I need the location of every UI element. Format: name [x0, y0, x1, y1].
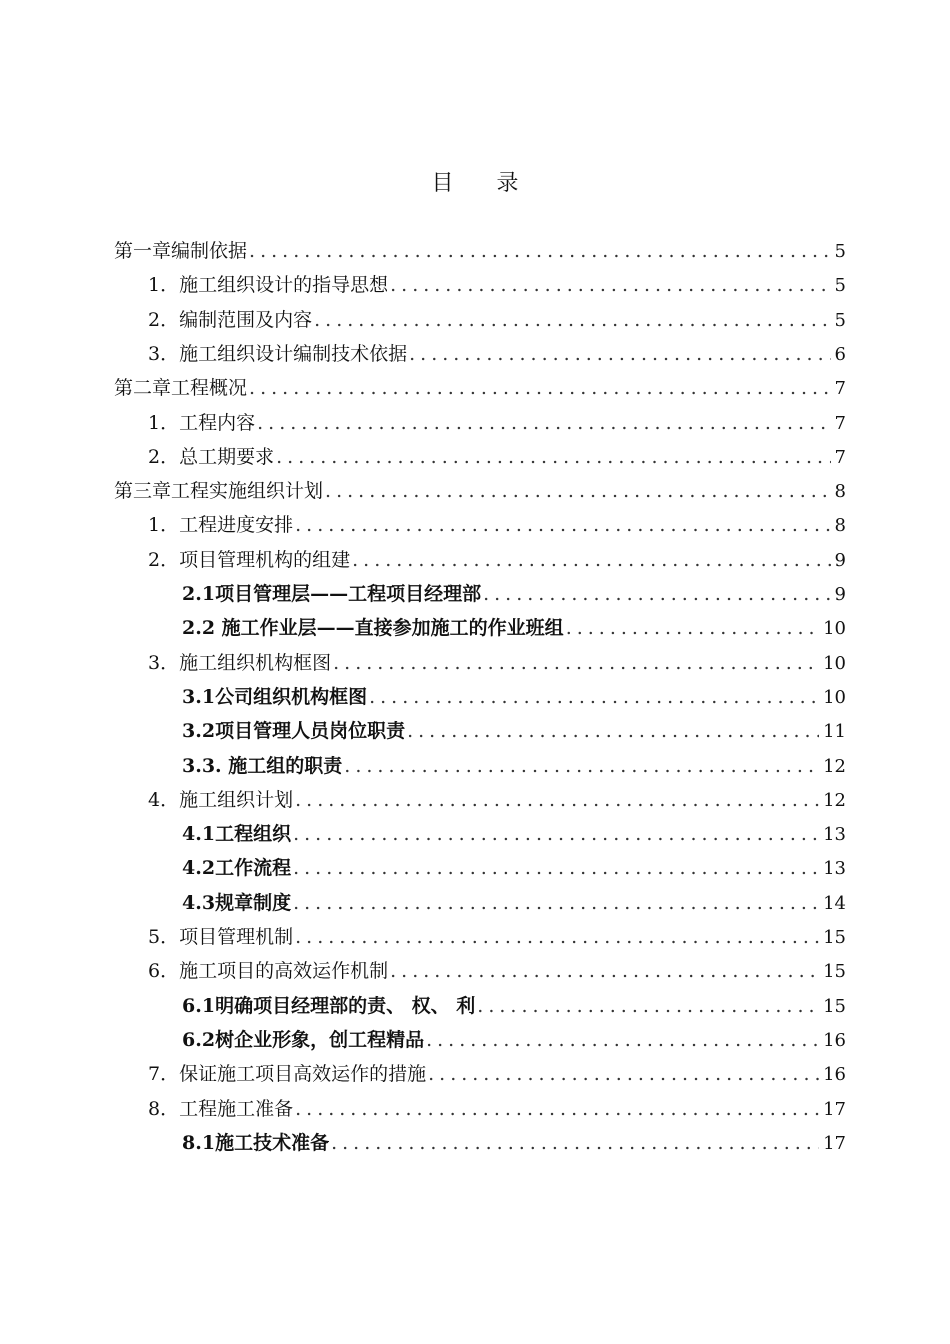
toc-entry[interactable] — [148, 920, 846, 954]
dot-leader — [295, 920, 819, 954]
toc-entry[interactable] — [182, 817, 846, 851]
toc-entry-title: 工程组织 — [215, 823, 292, 846]
toc-entry-title: 工程进度安排 — [179, 514, 294, 537]
toc-entry-page: 10 — [823, 686, 846, 708]
dot-leader — [407, 714, 819, 748]
toc-entry-number: 1． — [148, 411, 180, 434]
toc-entry-number: 3． — [148, 651, 180, 674]
dot-leader — [428, 1057, 819, 1091]
dot-leader — [352, 543, 830, 577]
dot-leader — [293, 851, 819, 885]
toc-entry-title: 编制范围及内容 — [179, 308, 313, 331]
toc-entry[interactable] — [148, 440, 846, 474]
toc-entry[interactable] — [182, 749, 846, 783]
toc-entry-title: 工程概况 — [171, 377, 248, 400]
toc-entry[interactable] — [182, 1126, 846, 1160]
toc-entry[interactable] — [182, 611, 846, 645]
dot-leader — [566, 611, 819, 645]
toc-entry[interactable] — [182, 851, 846, 885]
toc-entry[interactable] — [182, 680, 846, 714]
dot-leader — [249, 371, 831, 405]
toc-entry-title: 项目管理机构的组建 — [179, 548, 351, 571]
dot-leader — [293, 817, 819, 851]
toc-entry-title: 工作流程 — [215, 857, 292, 880]
toc-entry-page: 10 — [823, 618, 846, 640]
toc-entry-title: 公司组织机构框图 — [215, 685, 368, 708]
toc-entry[interactable] — [148, 783, 846, 817]
dot-leader — [293, 886, 819, 920]
toc-entry-page: 5 — [834, 309, 846, 331]
toc-entry-page: 5 — [834, 241, 846, 262]
dot-leader — [325, 474, 831, 508]
toc-entry[interactable] — [148, 337, 846, 371]
toc-entry-page: 9 — [834, 584, 846, 605]
toc-entry-page: 17 — [823, 1132, 846, 1154]
dot-leader — [344, 749, 819, 783]
toc-entry-number: 第一章 — [114, 240, 172, 262]
toc-entry-title: 编制依据 — [171, 240, 248, 262]
toc-entry-page: 15 — [823, 995, 846, 1017]
toc-entry[interactable] — [148, 954, 846, 988]
toc-entry-number: 5． — [148, 926, 180, 948]
toc-entry-number: 6.2 — [182, 1028, 216, 1051]
toc-entry[interactable] — [114, 474, 846, 508]
toc-entry-title: 项目管理层——工程项目经理部 — [215, 583, 482, 605]
toc-entry-page: 10 — [823, 652, 846, 674]
toc-entry-title: 树企业形象，创工程精品 — [215, 1028, 425, 1051]
toc-entry-page: 12 — [823, 789, 846, 811]
toc-entry-page: 11 — [823, 721, 846, 743]
toc-entry-number: 6． — [148, 960, 180, 983]
toc-entry-page: 17 — [823, 1098, 846, 1120]
dot-leader — [249, 234, 831, 268]
toc-entry-page: 12 — [823, 755, 846, 777]
toc-entry[interactable] — [182, 714, 846, 748]
toc-entry-number: 3． — [148, 342, 180, 365]
toc-entry-title: 施工组织设计编制技术依据 — [179, 342, 408, 365]
toc-entry[interactable] — [182, 1023, 846, 1057]
toc-entry-number: 2.1 — [182, 583, 216, 605]
dot-leader — [295, 1092, 819, 1126]
toc-entry-page: 13 — [823, 858, 846, 880]
toc-entry-title: 总工期要求 — [179, 445, 275, 468]
toc-entry-number: 4.3 — [182, 891, 216, 914]
toc-title: 目 录 — [431, 171, 537, 196]
toc-entry-number: 4． — [148, 788, 180, 811]
toc-entry-number: 1． — [148, 514, 180, 537]
toc-entry-number: 4.2 — [182, 857, 216, 880]
dot-leader — [314, 303, 830, 337]
dot-leader — [426, 1023, 819, 1057]
toc-entry-page: 9 — [834, 549, 846, 571]
toc-entry-number: 7． — [148, 1063, 180, 1086]
toc-entry-title: 施工组织机构框图 — [179, 651, 332, 674]
toc-entry[interactable] — [148, 1092, 846, 1126]
toc-entry-title: 工程实施组织计划 — [171, 480, 324, 503]
toc-entry-title: 工程内容 — [179, 411, 256, 434]
toc-entry[interactable] — [148, 303, 846, 337]
toc-entry[interactable] — [182, 886, 846, 920]
toc-entry-number: 6.1 — [182, 994, 216, 1017]
toc-entry-page: 15 — [823, 927, 846, 948]
toc-entry-title: 施工组织设计的指导思想 — [179, 274, 389, 297]
toc-entry-title: 项目管理人员岗位职责 — [215, 720, 406, 743]
dot-leader — [295, 508, 830, 542]
dot-leader — [331, 1126, 819, 1160]
toc-entry[interactable] — [148, 646, 846, 680]
toc-entry-title: 规章制度 — [215, 891, 292, 914]
toc-entry-page: 7 — [834, 446, 846, 468]
dot-leader — [257, 406, 830, 440]
toc-entry-number: 4.1 — [182, 823, 216, 846]
toc-entry-page: 14 — [823, 892, 846, 914]
toc-entry[interactable] — [182, 577, 846, 611]
toc-entry-number: 8.1 — [182, 1131, 216, 1154]
toc-entry-title: 施工作业层——直接参加施工的作业班组 — [215, 617, 564, 640]
toc-entry-number: 2.2 — [182, 617, 216, 640]
dot-leader — [333, 646, 819, 680]
toc-entry-page: 7 — [834, 378, 846, 400]
toc-entry-number: 8． — [148, 1097, 180, 1120]
toc-entry-number: 第二章 — [114, 377, 172, 400]
toc-entry-page: 6 — [834, 343, 846, 365]
dot-leader — [276, 440, 830, 474]
dot-leader — [390, 954, 819, 988]
toc-entry-number: 1． — [148, 274, 180, 297]
toc-entry-title: 施工技术准备 — [215, 1131, 330, 1154]
toc-entry-page: 5 — [834, 275, 846, 297]
toc-entry[interactable] — [148, 268, 846, 302]
dot-leader — [409, 337, 830, 371]
toc-entry[interactable] — [148, 406, 846, 440]
dot-leader — [477, 989, 819, 1023]
toc-entry-title: 保证施工项目高效运作的措施 — [179, 1063, 427, 1086]
toc-entry-number: 3.1 — [182, 685, 216, 708]
dot-leader — [295, 783, 819, 817]
toc-entry-page: 8 — [834, 481, 846, 503]
toc-entry-page: 13 — [823, 824, 846, 846]
dot-leader — [390, 268, 830, 302]
toc-entry-page: 15 — [823, 961, 846, 983]
toc-entry-title: 项目管理机制 — [179, 926, 294, 948]
toc-entry-number: 2． — [148, 445, 180, 468]
toc-entry[interactable] — [182, 989, 846, 1023]
toc-entry-title: 施工组织计划 — [179, 788, 294, 811]
toc-entry-page: 16 — [823, 1029, 846, 1051]
toc-entry-page: 7 — [834, 412, 846, 434]
toc-entry-number: 3.3. — [182, 754, 222, 777]
toc-entry[interactable] — [114, 371, 846, 405]
toc-entry-number: 3.2 — [182, 720, 216, 743]
dot-leader — [369, 680, 819, 714]
toc-entry-number: 2． — [148, 308, 180, 331]
toc-entry-title: 工程施工准备 — [179, 1097, 294, 1120]
dot-leader — [483, 577, 830, 611]
toc-entry[interactable] — [114, 234, 846, 268]
toc-entry-page: 16 — [823, 1064, 846, 1086]
toc-entry-title: 施工项目的高效运作机制 — [179, 960, 389, 983]
toc-entry-title: 施工组的职责 — [221, 754, 343, 777]
toc-entry-title: 明确项目经理部的责、 权、 利 — [215, 994, 476, 1017]
toc-entry[interactable] — [148, 543, 846, 577]
toc-entry-page: 8 — [834, 515, 846, 537]
toc-entry[interactable] — [148, 1057, 846, 1091]
toc-entry[interactable] — [148, 508, 846, 542]
toc-entry-number: 2． — [148, 548, 180, 571]
toc-entry-number: 第三章 — [114, 480, 172, 503]
